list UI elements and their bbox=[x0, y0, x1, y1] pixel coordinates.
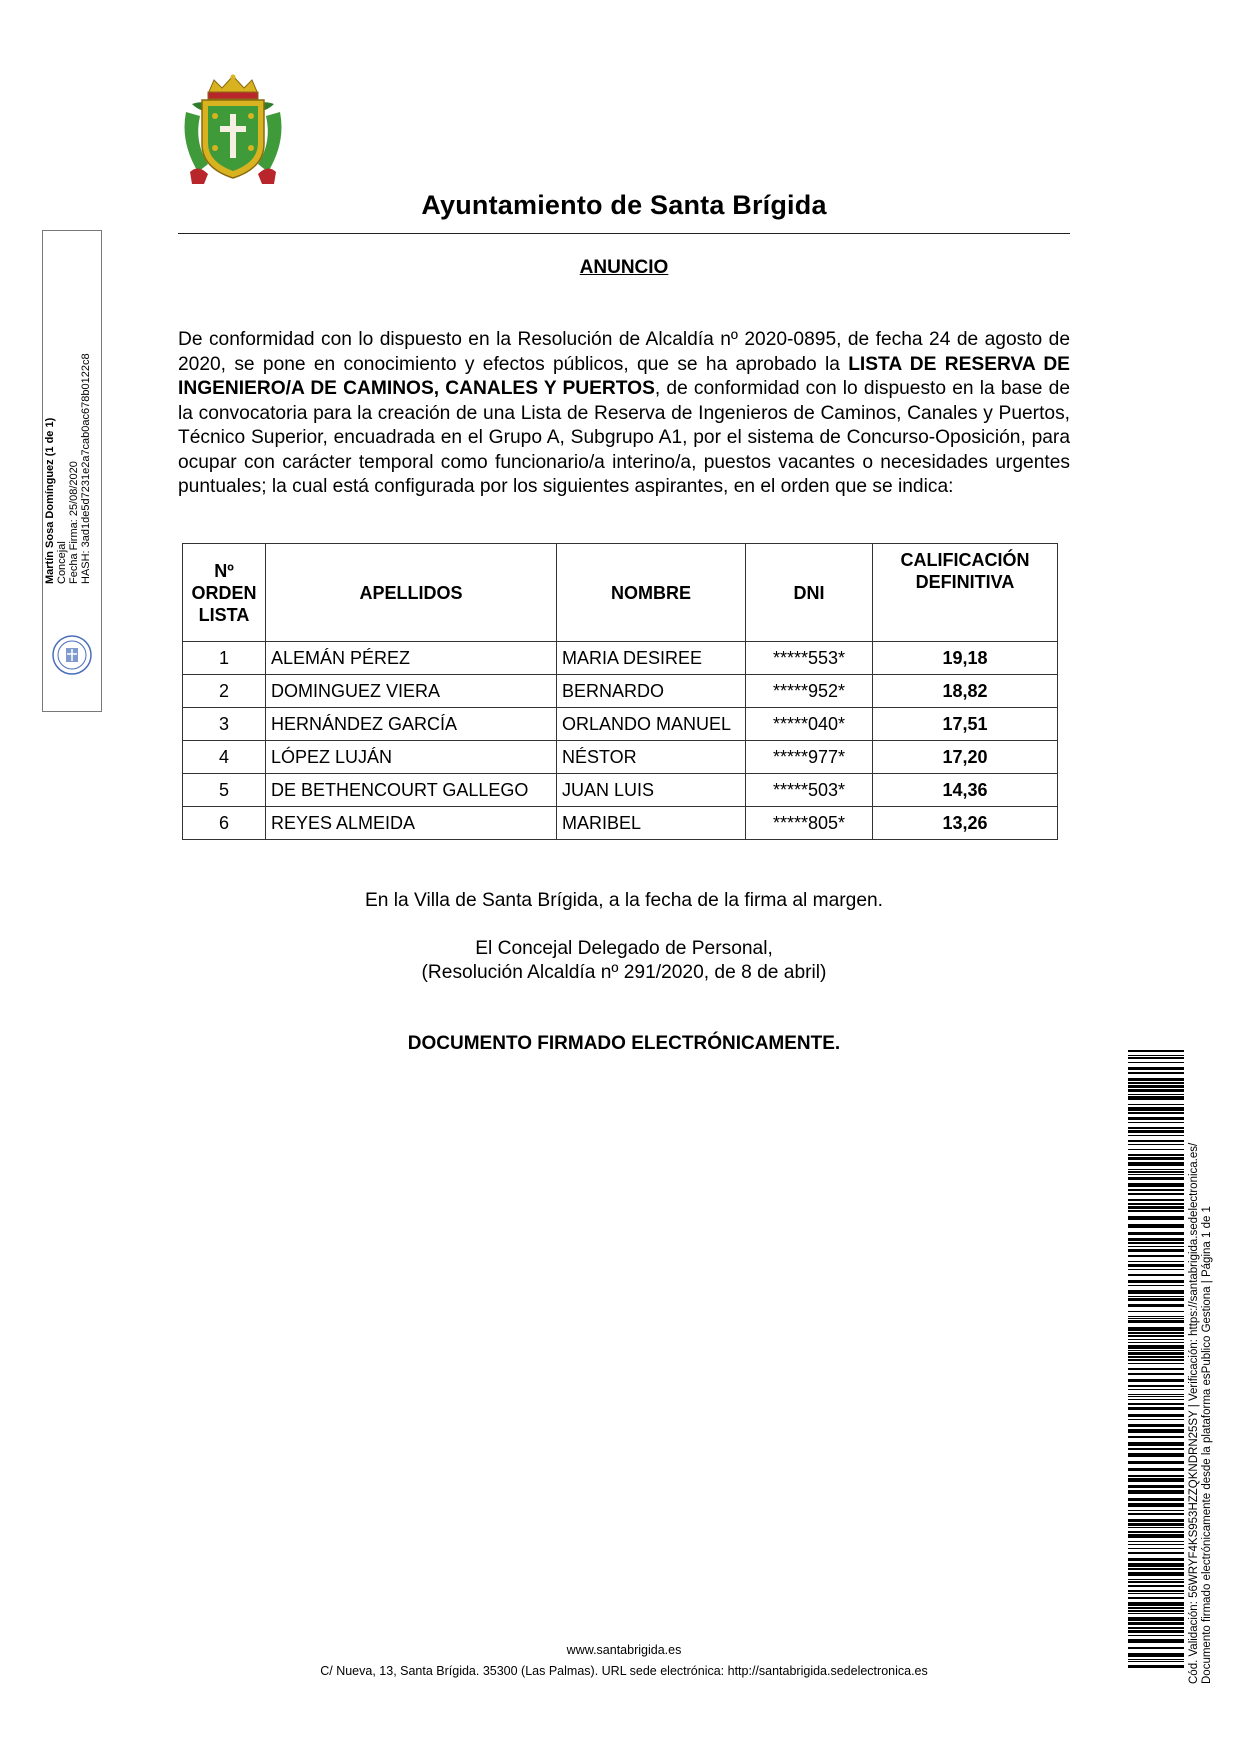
barcode-bar bbox=[1128, 1345, 1184, 1349]
cell-dni: *****977* bbox=[746, 741, 873, 774]
cell-order: 5 bbox=[183, 774, 266, 807]
barcode-bar bbox=[1128, 1419, 1184, 1420]
signature-hash: HASH: 3ad1de5d7231e2a7cab0ac678b0122c8 bbox=[80, 353, 92, 584]
cell-name: NÉSTOR bbox=[557, 741, 746, 774]
validation-barcode bbox=[1128, 1050, 1184, 1670]
barcode-bar bbox=[1128, 1352, 1184, 1355]
cell-grade: 13,26 bbox=[873, 807, 1058, 840]
table-row bbox=[183, 774, 1058, 807]
cell-name: MARIBEL bbox=[557, 807, 746, 840]
header-dni: DNI bbox=[746, 544, 873, 642]
barcode-bar bbox=[1128, 1379, 1184, 1382]
barcode-bar bbox=[1128, 1296, 1184, 1297]
barcode-bar bbox=[1128, 1067, 1184, 1070]
barcode-bar bbox=[1128, 1448, 1184, 1450]
barcode-bar bbox=[1128, 1485, 1184, 1488]
barcode-bar bbox=[1128, 1140, 1184, 1142]
cell-grade: 14,36 bbox=[873, 774, 1058, 807]
barcode-bar bbox=[1128, 1394, 1184, 1395]
table-row bbox=[183, 807, 1058, 840]
barcode-bar bbox=[1128, 1414, 1184, 1417]
barcode-bar bbox=[1128, 1104, 1184, 1105]
barcode-bar bbox=[1128, 1130, 1184, 1133]
intro-text-part1: De conformidad con lo dispuesto en la Resolución de Alcaldía nº 2020-0895, de fecha 24 de agosto de 2020, se pone en conocimiento y efectos públicos, que se ha aprobado la bbox=[178, 329, 1070, 375]
barcode-bar bbox=[1128, 1442, 1184, 1446]
barcode-bar bbox=[1128, 1264, 1184, 1267]
barcode-bar bbox=[1128, 1630, 1184, 1633]
barcode-bar bbox=[1128, 1424, 1184, 1427]
barcode-bar bbox=[1128, 1563, 1184, 1567]
barcode-bar bbox=[1128, 1503, 1184, 1507]
barcode-bar bbox=[1128, 1568, 1184, 1570]
cell-order: 4 bbox=[183, 741, 266, 774]
barcode-bar bbox=[1128, 1094, 1184, 1095]
cell-grade: 17,20 bbox=[873, 741, 1058, 774]
signature-date: Fecha Firma: 25/08/2020 bbox=[68, 461, 80, 584]
barcode-bar bbox=[1128, 1316, 1184, 1317]
cell-dni: *****952* bbox=[746, 675, 873, 708]
cell-surnames: LÓPEZ LUJÁN bbox=[266, 741, 557, 774]
barcode-bar bbox=[1128, 1396, 1184, 1397]
table-row bbox=[183, 642, 1058, 675]
footer-website: www.santabrigida.es bbox=[566, 1643, 682, 1657]
barcode-bar bbox=[1128, 1249, 1184, 1252]
cell-order: 6 bbox=[183, 807, 266, 840]
cell-dni: *****040* bbox=[746, 708, 873, 741]
cell-grade: 18,82 bbox=[873, 675, 1058, 708]
barcode-bar bbox=[1128, 1475, 1184, 1477]
barcode-bar bbox=[1128, 1320, 1184, 1323]
barcode-bar bbox=[1128, 1659, 1184, 1660]
barcode-bar bbox=[1128, 1304, 1184, 1307]
barcode-bar bbox=[1128, 1193, 1184, 1195]
barcode-bar bbox=[1128, 1057, 1184, 1059]
closing-place-date: En la Villa de Santa Brígida, a la fecha de la firma al margen. bbox=[364, 890, 883, 911]
barcode-bar bbox=[1128, 1558, 1184, 1561]
barcode-bar bbox=[1128, 1269, 1184, 1270]
barcode-bar bbox=[1128, 1290, 1184, 1294]
cell-name: ORLANDO MANUEL bbox=[557, 708, 746, 741]
cell-surnames: DOMINGUEZ VIERA bbox=[266, 675, 557, 708]
barcode-bar bbox=[1128, 1122, 1184, 1123]
barcode-bar bbox=[1128, 1647, 1184, 1649]
intro-text-bold: LISTA DE RESERVA DE INGENIERO/A DE CAMINOS, CANALES Y PUERTOS bbox=[178, 353, 1070, 399]
barcode-bar bbox=[1128, 1531, 1184, 1533]
cell-surnames: REYES ALMEIDA bbox=[266, 807, 557, 840]
validation-platform-line: Documento firmado electrónicamente desde la plataforma esPublico Gestiona | Página 1 de 1 bbox=[1201, 1206, 1213, 1684]
barcode-bar bbox=[1128, 1541, 1184, 1542]
barcode-bar bbox=[1128, 1189, 1184, 1191]
barcode-bar bbox=[1128, 1548, 1184, 1549]
barcode-bar bbox=[1128, 1199, 1184, 1201]
barcode-bar bbox=[1128, 1078, 1184, 1081]
barcode-bar bbox=[1128, 1332, 1184, 1334]
barcode-bar bbox=[1128, 1127, 1184, 1129]
table-row bbox=[183, 675, 1058, 708]
barcode-bar bbox=[1128, 1350, 1184, 1351]
intro-text-part2: , de conformidad con lo dispuesto en la base de la convocatoria para la creación de una Lista de Reserva de Ingenieros de Caminos, Canales y Puertos, Técnico Superior, encuadrada en el Grupo A, Subgrupo A1, por el sistema de Concurso-Oposición, para ocupar con carácter temporal como funcionario/a interino/a, puestos vacantes o necesidades urgentes puntuales; la cual está configurada por los siguientes aspirantes, en el orden que se indica: bbox=[178, 378, 1070, 497]
barcode-bar bbox=[1128, 1399, 1184, 1400]
barcode-bar bbox=[1128, 1050, 1184, 1052]
barcode-bar bbox=[1128, 1246, 1184, 1247]
barcode-bar bbox=[1128, 1135, 1184, 1136]
barcode-bar bbox=[1128, 1579, 1184, 1580]
barcode-bar bbox=[1128, 1590, 1184, 1592]
barcode-bar bbox=[1128, 1206, 1184, 1209]
barcode-bar bbox=[1128, 1224, 1184, 1228]
barcode-bar bbox=[1128, 1238, 1184, 1241]
barcode-bar bbox=[1128, 1523, 1184, 1526]
barcode-bar bbox=[1128, 1635, 1184, 1636]
barcode-bar bbox=[1128, 1607, 1184, 1609]
cell-dni: *****805* bbox=[746, 807, 873, 840]
table-row bbox=[183, 708, 1058, 741]
barcode-bar bbox=[1128, 1407, 1184, 1410]
barcode-bar bbox=[1128, 1534, 1184, 1538]
barcode-bar bbox=[1128, 1639, 1184, 1643]
results-table bbox=[182, 543, 1058, 840]
barcode-bar bbox=[1128, 1085, 1184, 1088]
barcode-bar bbox=[1128, 1461, 1184, 1464]
cell-surnames: HERNÁNDEZ GARCÍA bbox=[266, 708, 557, 741]
signer-resolution: (Resolución Alcaldía nº 291/2020, de 8 de abril) bbox=[421, 962, 827, 983]
barcode-bar bbox=[1128, 1171, 1184, 1173]
barcode-bar bbox=[1128, 1359, 1184, 1361]
barcode-bar bbox=[1128, 1242, 1184, 1244]
barcode-bar bbox=[1128, 1157, 1184, 1160]
barcode-bar bbox=[1128, 1327, 1184, 1331]
barcode-bar bbox=[1128, 1403, 1184, 1405]
barcode-bar bbox=[1128, 1335, 1184, 1337]
barcode-bar bbox=[1128, 1117, 1184, 1120]
barcode-bar bbox=[1128, 1572, 1184, 1576]
organization-title: Ayuntamiento de Santa Brígida bbox=[421, 190, 827, 220]
barcode-bar bbox=[1128, 1665, 1184, 1668]
cell-name: BERNARDO bbox=[557, 675, 746, 708]
barcode-bar bbox=[1128, 1363, 1184, 1364]
cell-dni: *****503* bbox=[746, 774, 873, 807]
barcode-bar bbox=[1128, 1261, 1184, 1262]
barcode-bar bbox=[1128, 1055, 1184, 1056]
barcode-bar bbox=[1128, 1096, 1184, 1100]
barcode-bar bbox=[1128, 1216, 1184, 1220]
header-grade: CALIFICACIÓN DEFINITIVA bbox=[873, 544, 1058, 642]
cell-name: MARIA DESIREE bbox=[557, 642, 746, 675]
cell-grade: 17,51 bbox=[873, 708, 1058, 741]
barcode-bar bbox=[1128, 1107, 1184, 1111]
barcode-bar bbox=[1128, 1062, 1184, 1063]
official-seal-icon bbox=[51, 634, 93, 676]
barcode-bar bbox=[1128, 1149, 1184, 1150]
barcode-bar bbox=[1128, 1585, 1184, 1587]
barcode-bar bbox=[1128, 1203, 1184, 1205]
barcode-bar bbox=[1128, 1468, 1184, 1471]
title-divider bbox=[178, 233, 1070, 234]
barcode-bar bbox=[1128, 1610, 1184, 1612]
barcode-bar bbox=[1128, 1183, 1184, 1187]
barcode-bar bbox=[1128, 1082, 1184, 1084]
barcode-bar bbox=[1128, 1210, 1184, 1212]
barcode-bar bbox=[1128, 1311, 1184, 1312]
barcode-bar bbox=[1128, 1436, 1184, 1438]
barcode-bar bbox=[1128, 1285, 1184, 1286]
table-row bbox=[183, 741, 1058, 774]
barcode-bar bbox=[1128, 1478, 1184, 1482]
signer-name: Martín Sosa Domínguez (1 de 1) bbox=[44, 417, 56, 584]
notice-heading-text: ANUNCIO bbox=[579, 257, 669, 278]
signer-role: El Concejal Delegado de Personal, bbox=[475, 938, 773, 959]
barcode-bar bbox=[1128, 1527, 1184, 1528]
barcode-bar bbox=[1128, 1368, 1184, 1370]
barcode-bar bbox=[1128, 1356, 1184, 1358]
barcode-bar bbox=[1128, 1089, 1184, 1092]
barcode-bar bbox=[1128, 1622, 1184, 1625]
barcode-bar bbox=[1128, 1274, 1184, 1276]
header-surnames: APELLIDOS bbox=[266, 544, 557, 642]
cell-surnames: DE BETHENCOURT GALLEGO bbox=[266, 774, 557, 807]
barcode-bar bbox=[1128, 1544, 1184, 1545]
footer-address: C/ Nueva, 13, Santa Brígida. 35300 (Las Palmas). URL sede electrónica: http://santabrigida.sedelectronica.es bbox=[320, 1664, 928, 1678]
barcode-bar bbox=[1128, 1169, 1184, 1170]
header-name: NOMBRE bbox=[557, 544, 746, 642]
barcode-bar bbox=[1128, 1177, 1184, 1180]
barcode-bar bbox=[1128, 1581, 1184, 1583]
barcode-bar bbox=[1128, 1552, 1184, 1554]
cell-dni: *****553* bbox=[746, 642, 873, 675]
barcode-bar bbox=[1128, 1593, 1184, 1594]
barcode-bar bbox=[1128, 1112, 1184, 1114]
cell-surnames: ALEMÁN PÉREZ bbox=[266, 642, 557, 675]
cell-order: 3 bbox=[183, 708, 266, 741]
barcode-bar bbox=[1128, 1613, 1184, 1614]
barcode-bar bbox=[1128, 1453, 1184, 1457]
barcode-bar bbox=[1128, 1597, 1184, 1599]
barcode-bar bbox=[1128, 1510, 1184, 1511]
cell-name: JUAN LUIS bbox=[557, 774, 746, 807]
header-order: Nº ORDEN LISTA bbox=[183, 544, 266, 642]
cell-order: 1 bbox=[183, 642, 266, 675]
barcode-bar bbox=[1128, 1429, 1184, 1433]
barcode-bar bbox=[1128, 1154, 1184, 1156]
barcode-bar bbox=[1128, 1617, 1184, 1621]
cell-grade: 19,18 bbox=[873, 642, 1058, 675]
barcode-bar bbox=[1128, 1602, 1184, 1606]
barcode-bar bbox=[1128, 1318, 1184, 1319]
barcode-bar bbox=[1128, 1389, 1184, 1390]
barcode-bar bbox=[1128, 1072, 1184, 1074]
cell-order: 2 bbox=[183, 675, 266, 708]
intro-paragraph bbox=[178, 328, 1070, 500]
barcode-bar bbox=[1128, 1255, 1184, 1257]
barcode-bar bbox=[1128, 1513, 1184, 1515]
barcode-bar bbox=[1128, 1339, 1184, 1340]
barcode-bar bbox=[1128, 1174, 1184, 1175]
barcode-bar bbox=[1128, 1519, 1184, 1522]
barcode-bar bbox=[1128, 1232, 1184, 1235]
barcode-bar bbox=[1128, 1144, 1184, 1145]
barcode-bar bbox=[1128, 1661, 1184, 1662]
barcode-bar bbox=[1128, 1280, 1184, 1283]
barcode-bar bbox=[1128, 1298, 1184, 1301]
table-header-row bbox=[183, 544, 1058, 642]
signer-position: Concejal bbox=[56, 541, 68, 584]
barcode-bar bbox=[1128, 1490, 1184, 1494]
barcode-bar bbox=[1128, 1373, 1184, 1375]
barcode-bar bbox=[1128, 1385, 1184, 1387]
electronic-signature-note: DOCUMENTO FIRMADO ELECTRÓNICAMENTE. bbox=[407, 1033, 841, 1054]
coat-of-arms-logo bbox=[178, 72, 288, 187]
barcode-bar bbox=[1128, 1498, 1184, 1501]
validation-code-line: Cód. Validación: 56WRYF4KS953HZZQKNDRN25SY | Verificación: https://santabrigida.sedelectronica.es/ bbox=[1188, 1142, 1200, 1684]
barcode-bar bbox=[1128, 1342, 1184, 1343]
barcode-bar bbox=[1128, 1162, 1184, 1166]
notice-heading bbox=[178, 257, 1070, 279]
barcode-bar bbox=[1128, 1627, 1184, 1629]
barcode-bar bbox=[1128, 1653, 1184, 1657]
